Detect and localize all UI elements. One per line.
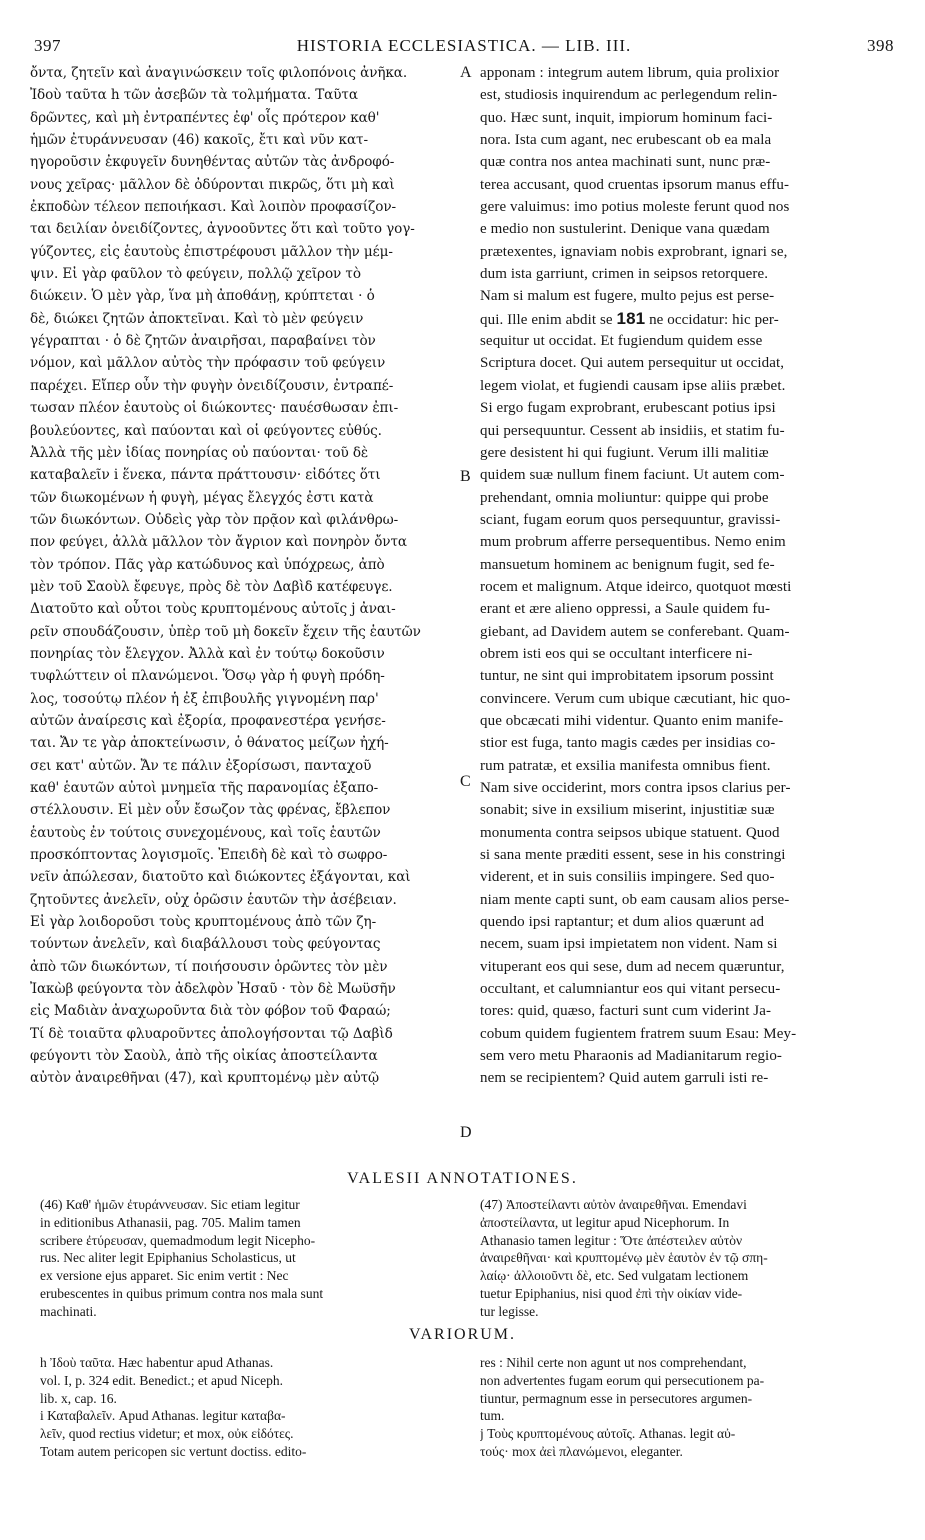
greek-text-line: ἡμῶν ἐτυράννευσαν (46) κακοῖς, ἔτι καὶ νῦν κατ- [30, 132, 368, 149]
page-number-left: 397 [34, 36, 61, 55]
greek-text-line: ηγοροῦσιν ἐκφυγεῖν δυνηθέντας αὐτῶν τὰς ἀνδροφό- [30, 154, 395, 171]
latin-text-line: vituperant eos qui sese, dum ad necem quæruntur, [480, 958, 785, 975]
greek-text-line: Τί δὲ τοιαῦτα φλυαροῦντες ἀπολογήσονται τῷ Δαβὶδ [30, 1025, 393, 1042]
latin-text-line: terea accusant, quod cruentas ipsorum manus effu- [480, 176, 790, 193]
note-line: (46) Καθ' ἡμῶν ἐτυράννευσαν. Sic etiam legitur [40, 1197, 300, 1212]
greek-text-line: καταβαλεῖν i ἕνεκα, πάντα πράττουσιν· εἰδότες ὅτι [30, 467, 381, 484]
greek-text-line: νεῖν ἀπώλεσαν, διατοῦτο καὶ διώκοντες ἐξάγονται, καὶ [30, 869, 411, 886]
greek-text-line: λος, τοσούτῳ πλέον ἡ ἐξ ἐπιβουλῆς γιγνομένη παρ' [30, 690, 379, 707]
latin-text-line: e medio non sustulerint. Denique vana quædam [480, 221, 770, 238]
note-line: j Τοὺς κρυπτομένους αὐτοῖς. Athanas. legit αὐ- [480, 1426, 736, 1442]
latin-text-line: erant et ære alieno oppressi, a Saule quidem fu- [480, 601, 771, 618]
note-line: ἀναιρεθῆναι· καὶ κρυπτομένῳ μὲν ἑαυτὸν ἐν τῷ σπη- [480, 1250, 768, 1266]
greek-text-line: βουλεύοντες, καὶ παύονται καὶ οἱ φεύγοντες εὐθύς. [30, 422, 382, 439]
note-line: tuetur Epiphanius, nisi quod ἐπὶ τὴν οἰκίαν vide- [480, 1285, 743, 1301]
greek-text-line: ται. Ἄν τε γὰρ ἀποκτείνωσιν, ὁ θάνατος μείζων ἠχή- [30, 735, 389, 752]
latin-text-line: tores: quid, quæso, facturi sunt cum viderint Ja- [480, 1003, 772, 1020]
valesii-annotations-heading: VALESII ANNOTATIONES. [347, 1170, 578, 1187]
greek-text-line: τῶν διωκομένων ἡ φυγὴ, μέγας ἔλεγχός ἐστι κατὰ [30, 489, 374, 506]
variorum-notes-left [40, 1354, 460, 1461]
note-line: lib. x, cap. 16. [40, 1390, 117, 1406]
greek-text-line: νους χεῖρας· μᾶλλον δὲ ὀδύρονται πικρῶς, ὅτι μὴ καὶ [30, 176, 395, 193]
note-line: λεῖν, quod rectius videtur; et mox, οὐκ εἰδότες. [40, 1426, 294, 1442]
latin-text-line: quæ contra nos antea machinati sunt, nunc præ- [480, 154, 771, 171]
latin-text-line: sem vero metu Pharaonis ad Madianitarum regio- [480, 1048, 783, 1065]
latin-text-line: giebant, ad Davidem autem se conferebant. Quam- [480, 623, 790, 640]
latin-text-line: legem violat, et fugiendi causam ipse aliis præbet. [480, 377, 786, 394]
note-line: ἀποστείλαντα, ut legitur apud Nicephorum. In [480, 1214, 730, 1230]
latin-text-line: quendo ipsi raptantur; et dum alios quærunt ad [480, 914, 765, 931]
greek-text-line: ὄντα, ζητεῖν καὶ ἀναγινώσκειν τοῖς φιλοπόνοις ἀνῆκα. [30, 65, 408, 81]
latin-text-line: qui persequuntur. Cessent ab insidiis, et statim fu- [480, 422, 785, 439]
note-line: (47) Ἀποστείλαντι αὐτὸν ἀναιρεθῆναι. Emendavi [480, 1197, 747, 1212]
greek-text-line: τούντων ἀνελεῖν, καὶ διαβάλλουσι τοὺς φεύγοντας [30, 936, 381, 953]
latin-text-line: que obcæcati mihi videntur. Quanto enim manife- [480, 712, 784, 729]
greek-text-line: γύζοντες, εἰς ἑαυτοὺς ἐπιστρέφουσι μᾶλλον τὴν μέμ- [30, 243, 393, 260]
greek-text-line: τωσαν πλέον ἑαυτοὺς οἱ διώκοντες· παυέσθωσαν ἐπι- [30, 400, 399, 417]
latin-text-line: Scriptura docet. Qui autem persequitur ut occidat, [480, 355, 785, 372]
latin-line-text: ne occidatur: hic per- [645, 311, 779, 328]
note-line: tur legisse. [480, 1303, 539, 1319]
running-header [34, 36, 894, 56]
latin-text-line: rum patratæ, et exsilia manifesta omnibus fient. [480, 757, 771, 774]
greek-text-line: ἑαυτοὺς ἐν τούτοις συνεχομένους, καὶ τοῖς ἑαυτῶν [30, 824, 381, 841]
latin-text-line: Nam sive occiderint, mors contra ipsos clarius per- [480, 780, 791, 796]
greek-text-column [30, 62, 466, 1090]
greek-text-line: ται δειλίαν ὀνειδίζοντες, ἀγνοοῦντες ὅτι καὶ τοῦτο γογ- [30, 221, 415, 238]
note-line: res : Nihil certe non agunt ut nos comprehendant, [480, 1355, 747, 1370]
latin-text-line: sonabit; sive in exsilium miserint, injustitiæ suæ [480, 802, 775, 819]
running-title: HISTORIA ECCLESIASTICA. — LIB. III. [296, 36, 632, 55]
latin-text-line: mansuetum hominem ac benignum fugit, sed fe- [480, 556, 775, 573]
margin-letter-a: A [460, 64, 472, 81]
note-line: Totam autem pericopen sic vertunt doctiss. edito- [40, 1443, 307, 1459]
note-line: h Ἰδοὺ ταῦτα. Hæc habentur apud Athanas. [40, 1355, 274, 1370]
greek-text-line: προσκόπτοντας λογισμοῖς. Ἐπειδὴ δὲ καὶ τὸ σωφρο- [30, 847, 388, 864]
note-line: in editionibus Athanasii, pag. 705. Malim tamen [40, 1214, 301, 1230]
latin-text-line: monumenta contra seipsos ubique statuent. Quod [480, 824, 780, 841]
margin-letter-d: D [460, 1124, 472, 1141]
latin-text-line: occultant, et calumniantur eos qui vitant persecu- [480, 981, 781, 998]
latin-text-line: Nam si malum est fugere, multo pejus est perse- [480, 288, 775, 305]
greek-text-line: δὲ, διώκει ζητῶν ἀποκτεῖναι. Καὶ τὸ μὲν φεύγειν [30, 310, 364, 327]
latin-line-text: qui. Ille enim abdit se [480, 311, 617, 328]
margin-letter-c: C [460, 773, 471, 790]
page-number-right: 398 [867, 36, 894, 55]
latin-text-line: apponam : integrum autem librum, quia prolixior [480, 65, 780, 81]
greek-text-line: αὐτῶν ἀναίρεσις καὶ ἐξορία, προφανεστέρα γενήσε- [30, 712, 386, 729]
greek-text-line: τὸν τρόπον. Πᾶς γὰρ κατώδυνος καὶ ὑπόχρεως, ἀπὸ [30, 556, 385, 573]
greek-text-line: ζητοῦντες ἀνελεῖν, οὐχ ὁρῶσιν ἑαυτῶν τὴν ἀσέβειαν. [30, 891, 397, 908]
greek-text-line: ἀπὸ τῶν διωκόντων, τί ποιήσουσιν ὁρῶντες τὸν μὲν [30, 958, 388, 975]
greek-text-line: Ἰδοὺ ταῦτα h τῶν ἀσεβῶν τὰ τολμήματα. Ταῦτα [30, 87, 358, 104]
note-line: vol. I, p. 324 edit. Benedict.; et apud Niceph. [40, 1372, 283, 1388]
latin-text-column [480, 62, 892, 1090]
greek-text-line: ἐκποδὼν τέλεον πεποιήκασι. Καὶ λοιπὸν προφασίζον- [30, 199, 396, 216]
greek-text-line: ρεῖν σπουδάζουσιν, ὑπὲρ τοῦ μὴ δοκεῖν ἔχειν τῆς ἑαυτῶν [30, 623, 421, 640]
note-line: τούς· mox ἀεὶ πλανώμενοι, eleganter. [480, 1443, 683, 1459]
greek-text-line: διώκειν. Ὁ μὲν γὰρ, ἵνα μὴ ἀποθάνῃ, κρύπτεται · ὁ [30, 288, 375, 305]
note-line: Athanasio tamen legitur : Ὅτε ἀπέστειλεν αὐτὸν [480, 1232, 743, 1248]
latin-text-line: convincere. Verum cum ubique cæcutiant, hic quo- [480, 690, 791, 707]
variorum-heading: VARIORUM. [408, 1326, 517, 1343]
note-line: non advertentes fugam eorum qui persecutionem pa- [480, 1372, 765, 1388]
note-line: i Καταβαλεῖν. Apud Athanas. legitur καταβα- [40, 1408, 286, 1424]
latin-text-line: nem se recipientem? Quid autem garruli isti re- [480, 1070, 769, 1087]
note-line: ex versione ejus apparet. Sic enim vertit : Nec [40, 1268, 289, 1284]
valesii-note-46 [40, 1196, 460, 1321]
greek-text-line: αὐτὸν ἀναιρεθῆναι (47), καὶ κρυπτομένῳ μὲν αὐτῷ [30, 1070, 380, 1087]
latin-text-line: obrem isti eos qui se occultant interficere ni- [480, 645, 753, 662]
latin-text-line: viderent, et in suis consiliis impingere. Sed quo- [480, 869, 775, 886]
greek-text-line: γέγραπται · ὁ δὲ ζητῶν ἀναιρῆσαι, παραβαίνει τὸν [30, 333, 376, 350]
greek-text-line: στέλλουσιν. Εἰ μὲν οὖν ἔσωζον τὰς φρένας, ἔβλεπον [30, 802, 391, 819]
margin-letter-b: B [460, 468, 471, 485]
greek-text-line: μὲν τοῦ Σαοὺλ ἔφευγε, πρὸς δὲ τὸν Δαβὶδ κατέφευγε. [30, 578, 393, 595]
latin-text-line: prehendant, omnia moliuntur: quippe qui probe [480, 489, 769, 506]
greek-text-line: Εἰ γὰρ λοιδοροῦσι τοὺς κρυπτομένους ἀπὸ τῶν ζη- [30, 914, 377, 931]
note-line: machinati. [40, 1303, 97, 1319]
greek-text-line: εἰς Μαδιὰν ἀναχωροῦντα διὰ τὸν φόβον τοῦ Φαραώ; [30, 1003, 391, 1020]
greek-text-line: Ἀλλὰ τῆς μὲν ἰδίας πονηρίας οὐ παύονται· τοῦ δὲ [30, 444, 369, 461]
latin-text-line: tuntur, ne sint qui improbitatem ipsorum possint [480, 668, 774, 685]
latin-text-line: nora. Ista cum agant, nec erubescant ob ea mala [480, 132, 772, 149]
variorum-notes-right [480, 1354, 892, 1461]
greek-text-line: ψιν. Εἰ γὰρ φαῦλον τὸ φεύγειν, πολλῷ χεῖρον τὸ [30, 266, 361, 283]
latin-text-line: quo. Hæc sunt, inquit, impiorum hominum faci- [480, 109, 773, 126]
note-line: tiuntur, permagnum esse in persecutores argumen- [480, 1390, 753, 1406]
greek-text-line: Διατοῦτο καὶ οὗτοι τοὺς κρυπτομένους αὐτοῖς j ἀναι- [30, 601, 396, 618]
latin-text-line: Si ergo fugam exprobrant, erubescant potius ipsi [480, 400, 776, 417]
latin-text-line: stior est fuga, tanto magis cædes per insidias co- [480, 735, 776, 752]
greek-text-line: δρῶντες, καὶ μὴ ἐντραπέντες ἐφ' οἷς πρότερον καθ' [30, 109, 380, 126]
greek-text-line: πον φεύγει, ἀλλὰ μᾶλλον τὸν ἄγριον καὶ πονηρὸν ὄντα [30, 534, 407, 551]
greek-text-line: Ἰακὼβ φεύγοντα τὸν ἀδελφὸν Ἠσαῦ · τὸν δὲ Μωϋσῆν [30, 981, 396, 998]
latin-text-line: sciant, fugam eorum quos persequuntur, gravissi- [480, 511, 781, 528]
latin-text-line: quidem suæ nullum finem faciunt. Ut autem com- [480, 467, 785, 484]
note-line: erubescentes in quibus primum contra nos mala sunt [40, 1285, 324, 1301]
greek-text-line: σει κατ' αὐτῶν. Ἄν τε πάλιν ἐξορίσωσι, πανταχοῦ [30, 757, 372, 774]
greek-text-line: τῶν διωκόντων. Οὐδεὶς γὰρ τὸν πρᾷον καὶ φιλάνθρω- [30, 511, 399, 528]
note-line: tum. [480, 1408, 505, 1424]
greek-text-line: πονηρίας τὸν ἔλεγχον. Ἀλλὰ καὶ ἐν τούτῳ δοκοῦσιν [30, 645, 385, 662]
latin-line-folio [480, 308, 892, 330]
folio-marker: 181 [616, 308, 646, 328]
latin-text-line: gere valuimus: imo potius moleste ferunt quod nos [480, 199, 790, 216]
latin-text-line: gere desistent hi qui fugiunt. Verum illi malitiæ [480, 444, 769, 461]
greek-text-line: τυφλώττειν οἱ πλανώμενοι. Ὅσῳ γὰρ ἡ φυγὴ πρόδη- [30, 668, 385, 685]
latin-text-line: si sana mente præditi essent, sese in his constringi [480, 847, 786, 864]
valesii-note-47 [480, 1196, 892, 1321]
greek-text-line: καθ' ἑαυτῶν αὐτοὶ μνημεῖα τῆς παρανομίας ἐξαπο- [30, 780, 379, 796]
latin-text-line: prætexentes, ignaviam nobis exprobrant, ignari se, [480, 243, 788, 260]
latin-text-line: necem, suam ipsi impietatem non vident. Nam si [480, 936, 778, 953]
note-line: scribere ἐτύρευσαν, quemadmodum legit Nicepho- [40, 1232, 316, 1248]
greek-text-line: φεύγοντι τὸν Σαοὺλ, ἀπὸ τῆς οἰκίας ἀποστείλαντα [30, 1048, 378, 1065]
greek-text-line: παρέχει. Εἴπερ οὖν τὴν φυγὴν ὀνειδίζουσιν, ἐντραπέ- [30, 377, 394, 394]
latin-text-line: dum ista garriunt, crimen in seipsos retorquere. [480, 266, 769, 283]
latin-text-line: rocem et malignum. Atque ideirco, quotquot mœsti [480, 578, 792, 595]
latin-text-line: est, studiosis inquirendum ac perlegendum relin- [480, 87, 778, 104]
latin-text-line: sequitur ut occidat. Et fugiendum quidem esse [480, 333, 763, 350]
note-line: λαίῳ· ἀλλοιοῦντι δὲ, etc. Sed vulgatam lectionem [480, 1268, 749, 1284]
latin-text-line: niam mente capti sunt, ob eam causam alios perse- [480, 891, 790, 908]
latin-text-line: cobum quidem fugientem fratrem suum Esau: Mey- [480, 1025, 797, 1042]
greek-text-line: νόμον, καὶ μᾶλλον αὐτὸς τὴν πρόφασιν τοῦ φεύγειν [30, 355, 386, 372]
note-line: rus. Nec aliter legit Epiphanius Scholasticus, ut [40, 1250, 296, 1266]
latin-text-line: mum probrum afferre persequentibus. Nemo enim [480, 534, 786, 551]
